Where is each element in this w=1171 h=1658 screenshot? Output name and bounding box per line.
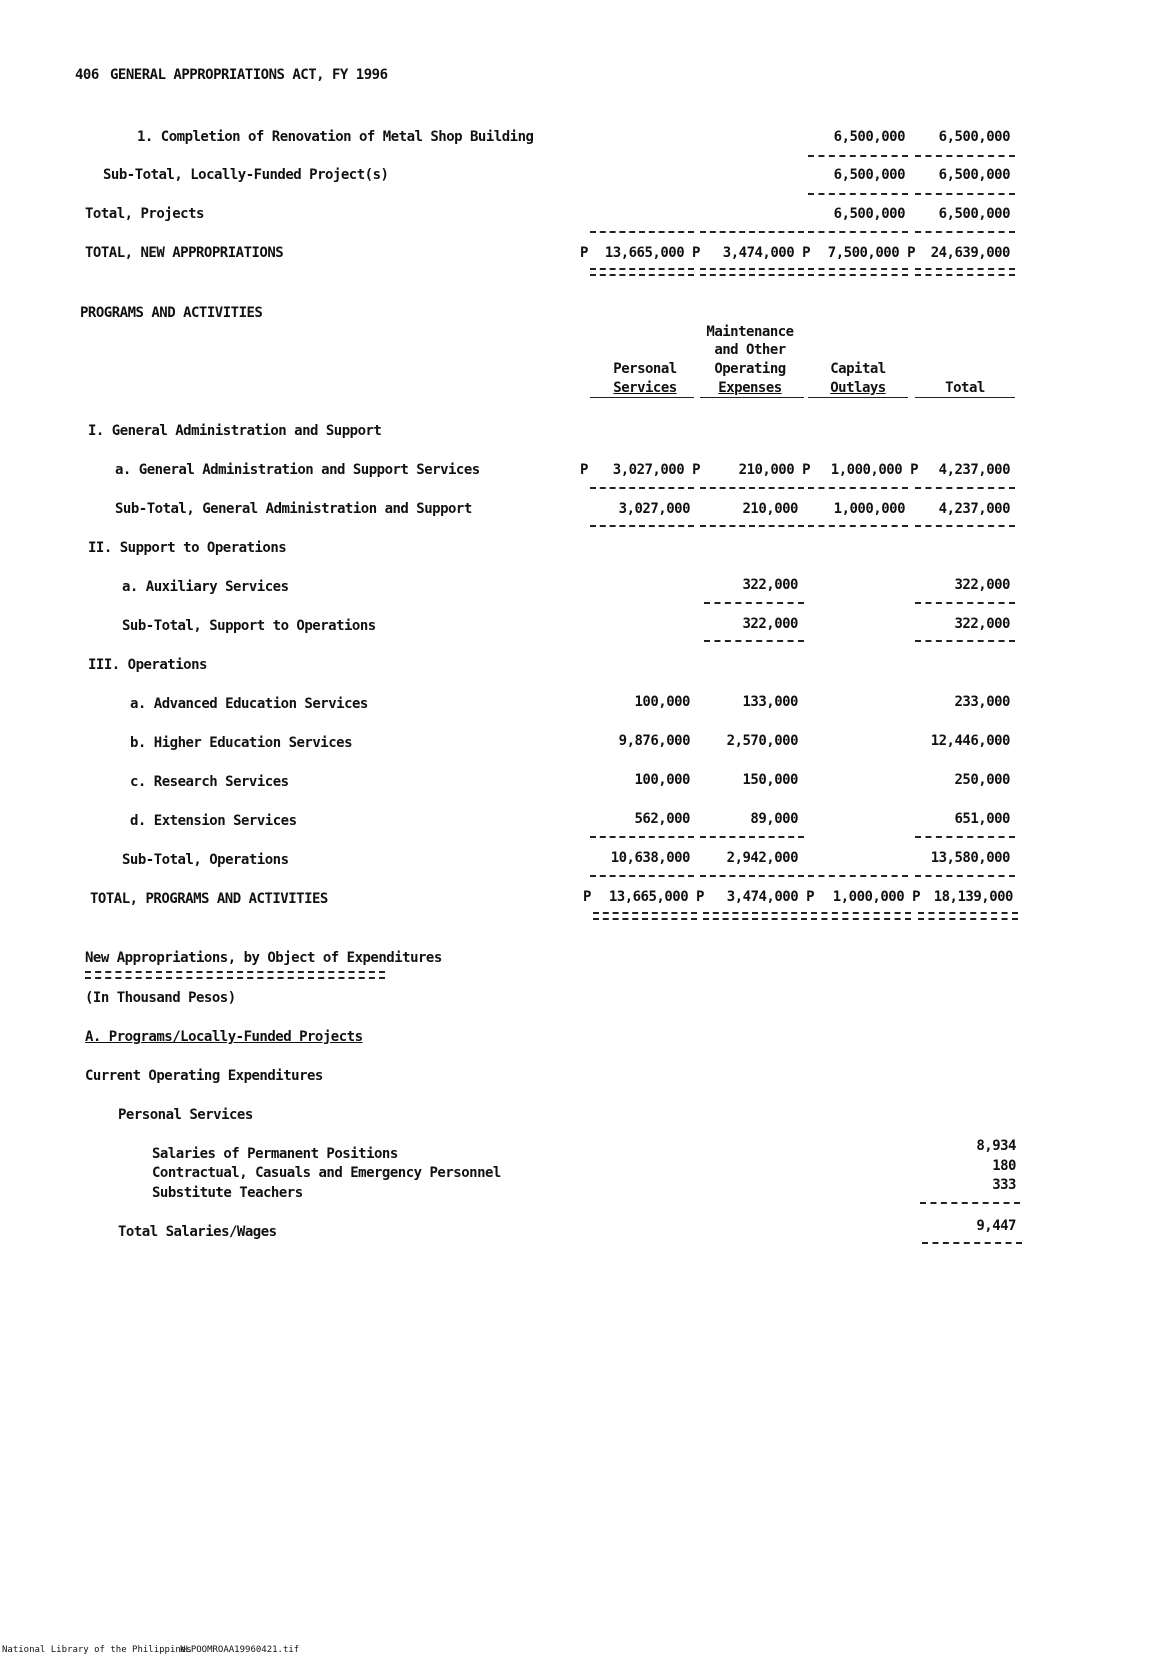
project-item-total: 6,500,000: [938, 129, 1010, 145]
col-ps-line2: Services: [613, 380, 677, 396]
objects-heading: New Appropriations, by Object of Expenditures: [85, 950, 442, 966]
double-rule: [915, 268, 1015, 276]
rule: [915, 155, 1015, 157]
project-item-label: 1. Completion of Renovation of Metal Shop Building: [137, 129, 534, 145]
ops-c-ps: 100,000: [634, 772, 690, 788]
page-number: 406: [75, 67, 99, 83]
sto-a-mooe: 322,000: [742, 577, 798, 593]
rule: [915, 640, 1015, 642]
rule: [700, 231, 804, 233]
current-operating-heading: Current Operating Expenditures: [85, 1068, 323, 1084]
ops-b-mooe: 2,570,000: [726, 733, 798, 749]
programs-total-co: 1,000,000 P: [832, 889, 920, 905]
double-rule: [808, 268, 908, 276]
double-rule: [700, 268, 804, 276]
rule: [808, 875, 908, 877]
rule: [808, 193, 908, 195]
ops-a-ps: 100,000: [634, 694, 690, 710]
sto-heading: II. Support to Operations: [88, 540, 287, 556]
object-item-value: 333: [992, 1177, 1016, 1193]
ops-a-total: 233,000: [954, 694, 1010, 710]
gas-a-mooe: 210,000 P: [738, 462, 810, 478]
rule: [700, 836, 804, 838]
ops-b-total: 12,446,000: [930, 733, 1010, 749]
projects-subtotal-total: 6,500,000: [938, 167, 1010, 183]
object-item-label: Salaries of Permanent Positions: [152, 1146, 398, 1162]
col-mooe-line3: Operating: [714, 361, 786, 377]
double-rule: [590, 268, 694, 276]
rule: [915, 487, 1015, 489]
total-salaries-value: 9,447: [976, 1218, 1016, 1234]
gas-subtotal-co: 1,000,000: [833, 501, 905, 517]
ops-d-mooe: 89,000: [750, 811, 798, 827]
total-new-peso-sign: P: [580, 245, 588, 261]
rule: [704, 602, 804, 604]
projects-subtotal-capital: 6,500,000: [833, 167, 905, 183]
rule: [590, 525, 694, 527]
footer-library: National Library of the Philippines: [2, 1645, 192, 1655]
gas-heading: I. General Administration and Support: [88, 423, 382, 439]
ops-d-total: 651,000: [954, 811, 1010, 827]
total-salaries-label: Total Salaries/Wages: [118, 1224, 277, 1240]
sto-subtotal-total: 322,000: [954, 616, 1010, 632]
ops-subtotal-mooe: 2,942,000: [726, 850, 798, 866]
sto-a-total: 322,000: [954, 577, 1010, 593]
rule: [915, 836, 1015, 838]
col-co-line2: Outlays: [830, 380, 886, 396]
double-rule: [703, 912, 807, 920]
ops-d-label: d. Extension Services: [130, 813, 297, 829]
rule: [808, 397, 908, 398]
sto-subtotal-mooe: 322,000: [742, 616, 798, 632]
projects-total-total: 6,500,000: [938, 206, 1010, 222]
total-new-total: 24,639,000: [930, 245, 1010, 261]
ops-d-ps: 562,000: [634, 811, 690, 827]
ops-c-mooe: 150,000: [742, 772, 798, 788]
ops-subtotal-label: Sub-Total, Operations: [122, 852, 289, 868]
projects-total-capital: 6,500,000: [833, 206, 905, 222]
ops-heading: III. Operations: [88, 657, 207, 673]
rule: [915, 397, 1015, 398]
double-rule: [918, 912, 1018, 920]
object-item-value: 180: [992, 1158, 1016, 1174]
rule: [915, 231, 1015, 233]
rule: [590, 231, 694, 233]
projects-total-label: Total, Projects: [85, 206, 204, 222]
rule: [808, 525, 908, 527]
personal-services-heading: Personal Services: [118, 1107, 253, 1123]
programs-total-total: 18,139,000: [933, 889, 1013, 905]
total-new-co: 7,500,000 P: [827, 245, 915, 261]
rule: [700, 525, 804, 527]
object-item-label: Substitute Teachers: [152, 1185, 303, 1201]
programs-total-ps: 13,665,000 P: [608, 889, 704, 905]
sto-subtotal-label: Sub-Total, Support to Operations: [122, 618, 376, 634]
gas-a-peso-sign: P: [580, 462, 588, 478]
total-new-label: TOTAL, NEW APPROPRIATIONS: [85, 245, 284, 261]
rule: [808, 231, 908, 233]
rule: [915, 602, 1015, 604]
gas-subtotal-mooe: 210,000: [742, 501, 798, 517]
col-ps-line1: Personal: [613, 361, 677, 377]
object-item-label: Contractual, Casuals and Emergency Personnel: [152, 1165, 501, 1181]
footer-filename: NLPOOMROAA19960421.tif: [180, 1645, 300, 1655]
ops-c-total: 250,000: [954, 772, 1010, 788]
gas-subtotal-label: Sub-Total, General Administration and Support: [115, 501, 472, 517]
rule: [915, 525, 1015, 527]
gas-a-co: 1,000,000 P: [830, 462, 918, 478]
page-title: GENERAL APPROPRIATIONS ACT, FY 1996: [110, 67, 388, 83]
rule: [920, 1202, 1020, 1204]
col-total: Total: [945, 380, 985, 396]
gas-a-ps: 3,027,000 P: [612, 462, 700, 478]
col-mooe-line1: Maintenance: [706, 324, 794, 340]
rule: [590, 875, 694, 877]
gas-subtotal-total: 4,237,000: [938, 501, 1010, 517]
gas-subtotal-ps: 3,027,000: [618, 501, 690, 517]
rule: [590, 836, 694, 838]
programs-heading: PROGRAMS AND ACTIVITIES: [80, 305, 263, 321]
col-mooe-line4: Expenses: [718, 380, 782, 396]
rule: [590, 487, 694, 489]
total-new-mooe: 3,474,000 P: [722, 245, 810, 261]
ops-subtotal-total: 13,580,000: [930, 850, 1010, 866]
double-rule: [593, 912, 697, 920]
rule: [590, 397, 694, 398]
col-co-line1: Capital: [830, 361, 886, 377]
gas-a-total: 4,237,000: [938, 462, 1010, 478]
programs-total-label: TOTAL, PROGRAMS AND ACTIVITIES: [90, 891, 328, 907]
rule: [700, 397, 804, 398]
ops-a-mooe: 133,000: [742, 694, 798, 710]
rule: [915, 193, 1015, 195]
col-mooe-line2: and Other: [714, 342, 786, 358]
sto-a-label: a. Auxiliary Services: [122, 579, 289, 595]
ops-b-ps: 9,876,000: [618, 733, 690, 749]
ops-b-label: b. Higher Education Services: [130, 735, 353, 751]
object-item-value: 8,934: [976, 1138, 1016, 1154]
programs-total-mooe: 3,474,000 P: [726, 889, 814, 905]
rule: [915, 875, 1015, 877]
project-item-capital: 6,500,000: [833, 129, 905, 145]
programs-total-peso-sign: P: [583, 889, 591, 905]
section-a-heading: A. Programs/Locally-Funded Projects: [85, 1029, 363, 1045]
rule: [700, 875, 804, 877]
objects-subheading: (In Thousand Pesos): [85, 990, 236, 1006]
total-new-ps: 13,665,000 P: [604, 245, 700, 261]
rule: [704, 640, 804, 642]
rule: [808, 155, 908, 157]
double-rule: [811, 912, 911, 920]
rule: [808, 487, 908, 489]
gas-a-label: a. General Administration and Support Services: [115, 462, 480, 478]
double-rule: [85, 971, 385, 979]
rule: [700, 487, 804, 489]
ops-a-label: a. Advanced Education Services: [130, 696, 368, 712]
projects-subtotal-label: Sub-Total, Locally-Funded Project(s): [103, 167, 389, 183]
ops-c-label: c. Research Services: [130, 774, 289, 790]
rule: [922, 1242, 1022, 1244]
ops-subtotal-ps: 10,638,000: [610, 850, 690, 866]
